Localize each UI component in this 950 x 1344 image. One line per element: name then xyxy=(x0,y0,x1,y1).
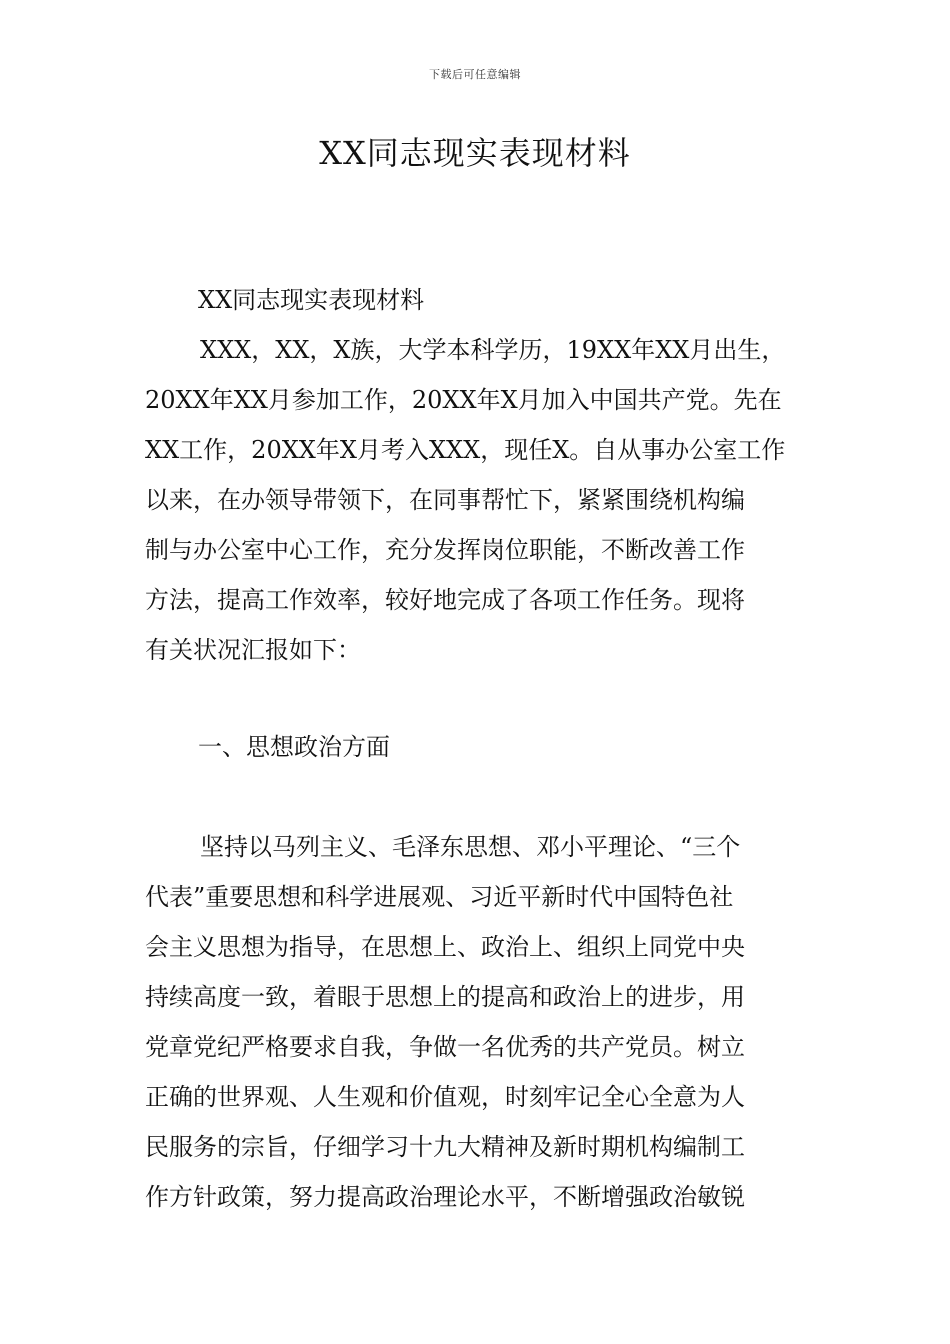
paragraph-line: 持续高度一致，着眼于思想上的提高和政治上的进步，用 xyxy=(145,983,745,1011)
document-title: XX同志现实表现材料 xyxy=(319,134,631,172)
header-note: 下载后可任意编辑 xyxy=(429,68,521,81)
intro-paragraph xyxy=(145,325,815,675)
paragraph-line: 方法，提高工作效率，较好地完成了各项工作任务。现将 xyxy=(145,586,745,614)
paragraph-line: XX工作，20XX年X月考入XXX，现任X。自从事办公室工作 xyxy=(145,436,786,464)
paragraph-line: 民服务的宗旨，仔细学习十九大精神及新时期机构编制工 xyxy=(145,1133,745,1161)
paragraph-line: 制与办公室中心工作，充分发挥岗位职能，不断改善工作 xyxy=(145,536,745,564)
paragraph-line: 正确的世界观、人生观和价值观，时刻牢记全心全意为人 xyxy=(145,1083,745,1111)
paragraph-line: 党章党纪严格要求自我，争做一名优秀的共产党员。树立 xyxy=(145,1033,745,1061)
paragraph-line: 20XX年XX月参加工作，20XX年X月加入中国共产党。先在 xyxy=(145,386,782,414)
paragraph-line: 代表”重要思想和科学进展观、习近平新时代中国特色社 xyxy=(145,883,734,911)
paragraph-line: 以来，在办领导带领下，在同事帮忙下，紧紧围绕机构编 xyxy=(145,486,745,514)
section-paragraph xyxy=(145,822,815,1222)
subtitle: XX同志现实表现材料 xyxy=(198,286,425,314)
section-heading: 一、思想政治方面 xyxy=(198,733,390,761)
paragraph-line: XXX，XX，X族，大学本科学历，19XX年XX月出生， xyxy=(200,336,786,364)
paragraph-line: 坚持以马列主义、毛泽东思想、邓小平理论、“三个 xyxy=(200,833,741,861)
paragraph-line: 有关状况汇报如下： xyxy=(145,636,361,664)
paragraph-line: 作方针政策，努力提高政治理论水平，不断增强政治敏锐 xyxy=(145,1183,745,1211)
paragraph-line: 会主义思想为指导，在思想上、政治上、组织上同党中央 xyxy=(145,933,745,961)
